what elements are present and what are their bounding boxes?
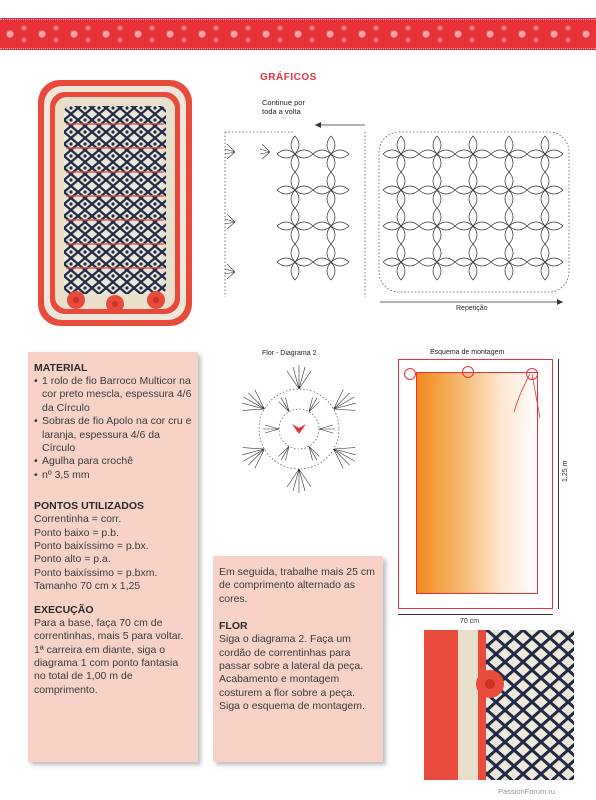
- material-item: • nº 3,5 mm: [34, 469, 192, 482]
- material-item: • Agulha para crochê: [34, 455, 192, 468]
- watermark: PassionForum.ru: [498, 787, 556, 796]
- flower-diagram-caption: Flor - Diagrama 2: [262, 350, 317, 357]
- rug-photo: [36, 78, 194, 328]
- flower-paragraph: Siga o diagrama 2. Faça um cordão de correntinhas para passar sobre a lateral da peça. Acabamento e montagem costurem a flor sobre a peça. Siga o esquema de montagem.: [219, 633, 365, 713]
- height-dimension-line: [558, 359, 559, 609]
- height-label: 1,25 m: [562, 460, 569, 482]
- repeat-label: Repetição: [456, 305, 488, 312]
- material-item: • Sobras de fio Apolo na cor cru e laranja, espessura 4/6 da Círculo: [34, 415, 192, 455]
- chart-note: [262, 98, 305, 116]
- material-item: • 1 rolo de fio Barroco Multicor na cor preto mescla, espessura 4/6 da Círculo: [34, 375, 192, 415]
- continuation-paragraph: Em seguida, trabalhe mais 25 cm de comprimento alternado as cores.: [219, 566, 375, 605]
- stitch-line: Ponto alto = p.a.: [34, 553, 111, 566]
- section-title: GRÁFICOS: [260, 72, 317, 83]
- crochet-chart-diagram-1: +: [215, 92, 575, 320]
- chart-note-line-2: toda a volta: [262, 107, 301, 116]
- assembly-caption: Esquema de montagem: [430, 349, 505, 356]
- flower-marker-icon: [462, 366, 474, 378]
- material-box: [28, 352, 198, 762]
- execution-heading: EXECUÇÃO: [34, 603, 94, 616]
- execution-paragraph-1: Para a base, faça 70 cm de correntinhas, mais 5 para voltar.: [34, 616, 184, 643]
- material-heading: MATERIAL: [34, 362, 88, 374]
- execution-paragraph-2: 1ª carreira em diante, siga o diagrama 1 com ponto fantasia no total de 1,00 m de comprimento.: [34, 643, 179, 696]
- width-dimension-line: [398, 614, 553, 615]
- chart-note-line-1: Continue por: [262, 98, 305, 107]
- stitch-line: Correntinha = corr.: [34, 513, 122, 526]
- detail-photo: [424, 630, 574, 780]
- detail-photo-art: [424, 630, 574, 780]
- stitch-line: Ponto baixíssimo = p.bxm.: [34, 566, 158, 579]
- decorative-red-stripe: [0, 18, 596, 50]
- stitch-line: Ponto baixíssimo = p.bx.: [34, 540, 149, 553]
- header-band: [0, 0, 596, 58]
- flower-diagram-2: [232, 362, 366, 496]
- stitch-line: Tamanho 70 cm x 1,25: [34, 580, 141, 593]
- flower-heading: FLOR: [219, 620, 248, 633]
- cord-line: [510, 372, 550, 422]
- stitches-heading: PONTOS UTILIZADOS: [34, 500, 145, 513]
- flower-marker-icon: [404, 368, 416, 380]
- spacer: [219, 606, 377, 620]
- material-list: [34, 375, 192, 482]
- width-label: 70 cm: [460, 618, 480, 625]
- spacer: [34, 594, 192, 604]
- spacer: [34, 482, 192, 500]
- continuation-box: [213, 556, 383, 762]
- stitch-line: Ponto baixo = p.b.: [34, 526, 119, 539]
